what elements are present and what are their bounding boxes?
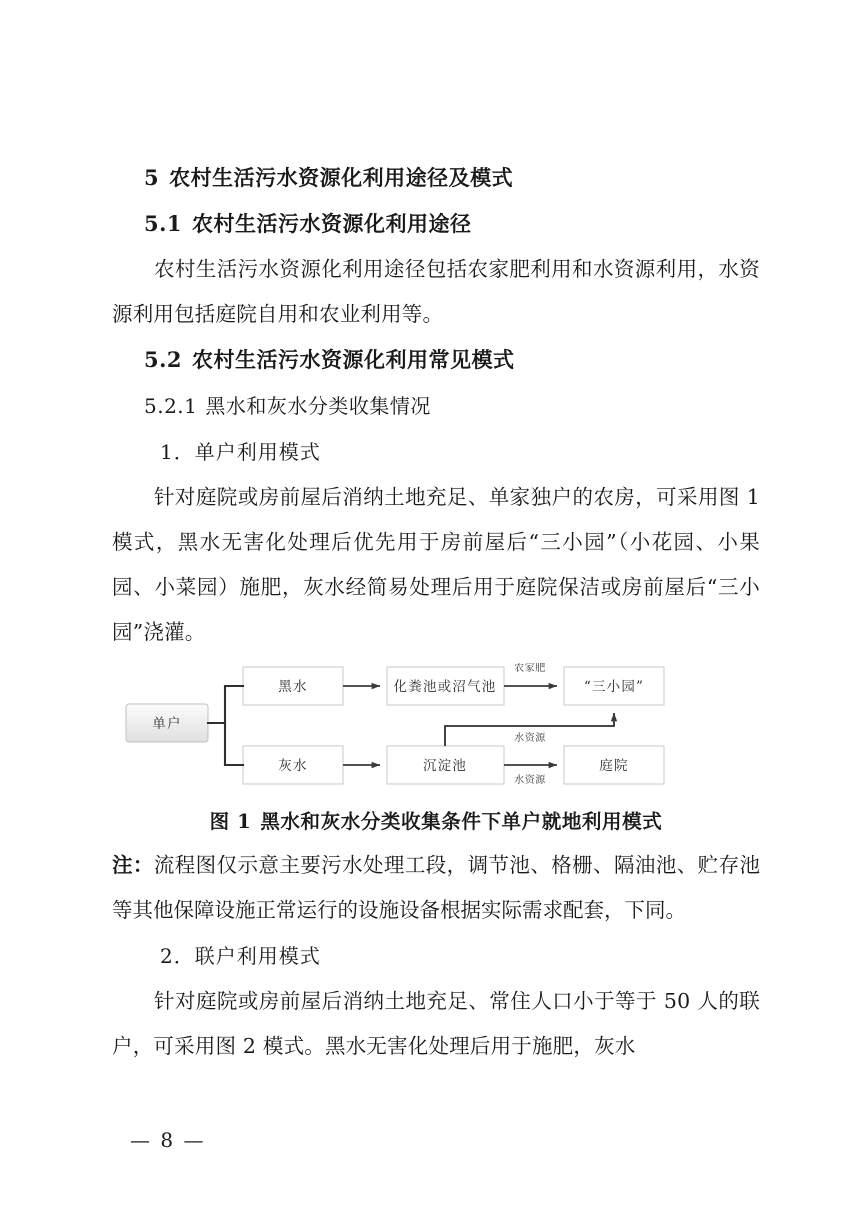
diagram-node-courtyard <box>564 746 664 784</box>
heading-section-5-2 <box>112 337 760 383</box>
figure-1-caption-number: 图 1 <box>209 810 252 833</box>
diagram-node-blackwater-label: 黑水 <box>278 679 308 695</box>
diagram-node-greywater-label: 灰水 <box>278 758 308 774</box>
diagram-connector-source-split <box>208 686 243 765</box>
diagram-node-source-label: 单户 <box>152 716 182 732</box>
heading-section-5-2-number: 5.2 <box>144 347 183 372</box>
figure-1-caption-text: 黑水和灰水分类收集条件下单户就地利用模式 <box>260 810 663 833</box>
heading-section-5-2-1 <box>112 383 760 429</box>
diagram-node-garden-label: “三小园” <box>583 679 645 695</box>
diagram-node-septic-tank-label: 化粪池或沼气池 <box>393 679 497 695</box>
heading-section-5-2-1-title: 黑水和灰水分类收集情况 <box>205 394 431 418</box>
diagram-node-blackwater <box>243 667 343 705</box>
page-content <box>112 155 760 1069</box>
diagram-node-sedimentation-tank <box>387 746 504 784</box>
heading-section-5 <box>112 155 760 201</box>
figure-1-note-text: 流程图仅示意主要污水处理工段，调节池、格栅、隔油池、贮存池等其他保障设施正常运行的设施设备根据实际需求配套，下同。 <box>112 853 761 922</box>
diagram-node-garden <box>564 667 664 705</box>
heading-section-5-2-1-number: 5.2.1 <box>144 394 198 418</box>
heading-section-5-title: 农村生活污水资源化利用途径及模式 <box>169 165 514 190</box>
diagram-node-source <box>126 704 208 742</box>
heading-item-1: 1．单户利用模式 <box>160 440 321 464</box>
heading-section-5-1-title: 农村生活污水资源化利用途径 <box>192 211 472 236</box>
paragraph-item-2-body: 针对庭院或房前屋后消纳土地充足、常住人口小于等于 50 人的联户，可采用图 2 模式。黑水无害化处理后用于施肥，灰水 <box>112 989 760 1058</box>
figure-1-flow-diagram <box>112 663 760 795</box>
diagram-edge-label-water-resource-top: 水资源 <box>514 733 546 744</box>
page-number: — 8 — <box>130 1128 206 1152</box>
figure-1-caption <box>112 801 760 843</box>
diagram-node-sedimentation-tank-label: 沉淀池 <box>422 758 468 774</box>
figure-1-note-label: 注： <box>112 853 154 877</box>
diagram-node-courtyard-label: 庭院 <box>599 758 629 774</box>
diagram-edge-label-water-resource-bottom: 水资源 <box>514 775 546 786</box>
diagram-node-septic-tank <box>387 667 504 705</box>
heading-item-2: 2．联户利用模式 <box>160 944 321 968</box>
paragraph-5-1-body: 农村生活污水资源化利用途径包括农家肥利用和水资源利用，水资源利用包括庭院自用和农业利用等。 <box>112 257 760 326</box>
diagram-node-greywater <box>243 746 343 784</box>
heading-section-5-1 <box>112 201 760 247</box>
figure-1-note <box>112 843 760 933</box>
paragraph-item-1-body: 针对庭院或房前屋后消纳土地充足、单家独户的农房，可采用图 1 模式，黑水无害化处理后优先用于房前屋后“三小园”（小花园、小果园、小菜园）施肥，灰水经简易处理后用于庭院保洁或房前屋后“三小园”浇灌。 <box>112 485 760 644</box>
heading-section-5-1-number: 5.1 <box>144 211 183 236</box>
heading-section-5-number: 5 <box>144 165 160 190</box>
diagram-edge-label-manure: 农家肥 <box>514 663 546 674</box>
heading-section-5-2-title: 农村生活污水资源化利用常见模式 <box>192 347 515 372</box>
